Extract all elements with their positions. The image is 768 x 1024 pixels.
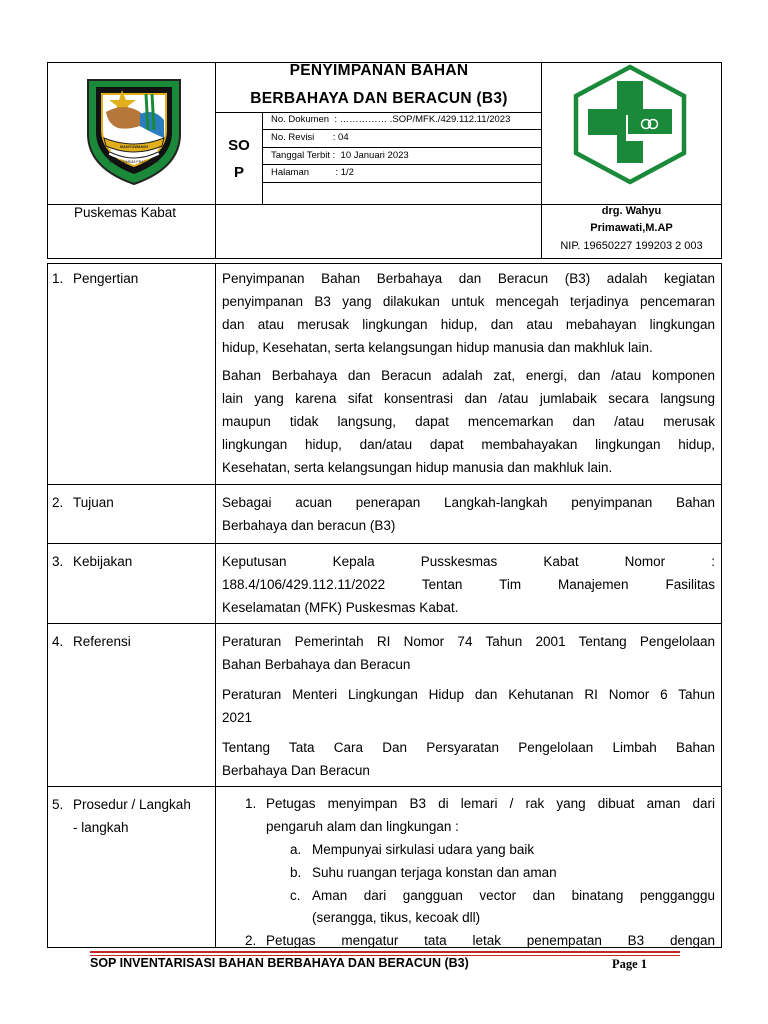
organization-name: Puskemas Kabat [74, 205, 177, 220]
procedure-item-1-line2: pengaruh alam dan lingkungan : [266, 819, 459, 834]
procedure-subitem-a-text: Mempunyai sirkulasi udara yang baik [312, 842, 535, 857]
section-4-p3-line2: Berbahaya Dan Beracun [222, 763, 370, 778]
section-3-number: 3. [52, 554, 64, 569]
section-4-p2-line1: Peraturan Menteri Lingkungan Hidup dan Kehutanan RI Nomor 6 Tahun [222, 687, 715, 702]
procedure-subitem-b-text: Suhu ruangan terjaga konstan dan aman [312, 865, 557, 880]
logo-motto-text: SATYA DHARMA PRAJA MUKTI [108, 160, 160, 164]
signer-name-line2: Primawati,M.AP [590, 222, 673, 234]
section-3-label: Kebijakan [73, 554, 133, 569]
section-2-line2: Berbahaya dan beracun (B3) [222, 518, 396, 533]
section-1-p2-line2: lain yang karena sifat konsentrasi dan /atau jumlabaik secara langsung [222, 391, 715, 406]
section-5-number: 5. [52, 797, 64, 812]
section-4-number: 4. [52, 634, 64, 649]
procedure-subitem-c-letter: c. [290, 888, 301, 903]
section-1-number: 1. [52, 271, 64, 286]
regency-logo [84, 72, 184, 186]
signer-name-line1: drg. Wahyu [601, 205, 662, 217]
procedure-item-1-number: 1. [245, 796, 257, 811]
section-3-line1: Keputusan Kepala Pusskesmas Kabat Nomor : [222, 554, 715, 569]
section-2-label: Tujuan [73, 495, 114, 510]
section-3-line2: 188.4/106/429.112.11/2022 Tentan Tim Manajemen Fasilitas [222, 577, 715, 592]
sop-label-bottom: P [233, 164, 244, 181]
section-4-p1-line2: Bahan Berbahaya dan Beracun [222, 657, 411, 672]
logo-ribbon-text: BANYUWANGI [120, 144, 148, 149]
section-1-p1-line3: dan atau merusak lingkungan hidup, dan atau mebahayan lingkungan [222, 317, 715, 332]
meta-issue-date: Tanggal Terbit : 10 Januari 2023 [271, 150, 409, 161]
section-1-p1-line2: penyimpanan B3 yang dilakukan untuk mencegah terjadinya pencemaran [222, 294, 715, 309]
section-1-p2-line3: maupun tidak langsung, dapat mencemarkan dan /atau merusak [222, 414, 715, 429]
meta-revision: No. Revisi : 04 [271, 132, 349, 143]
sop-label-top: SO [228, 137, 250, 154]
section-1-p2-line5: Kesehatan, serta kelangsungan hidup manusia dan makhluk lain. [222, 460, 613, 475]
document-title-line1: PENYIMPANAN BAHAN [289, 62, 469, 79]
section-1-p2-line4: lingkungan hidup, dan/atau dapat membahayakan lingkungan hidup, [222, 437, 715, 452]
section-1-label: Pengertian [73, 271, 139, 286]
puskesmas-logo [569, 63, 691, 185]
meta-document-number: No. Dokumen : …………… .SOP/MFK./429.112.11/2023 [271, 114, 511, 125]
procedure-subitem-b-letter: b. [290, 865, 302, 880]
regency-crest-icon [84, 72, 184, 186]
section-1-p1-line4: hidup, Kesehatan, serta kelangsungan hidup manusia dan makhluk lain. [222, 340, 653, 355]
footer-page-label: Page 1 [612, 957, 648, 971]
section-4-p1-line1: Peraturan Pemerintah RI Nomor 74 Tahun 2001 Tentang Pengelolaan [222, 634, 715, 649]
footer-divider-thick [90, 951, 680, 953]
section-2-number: 2. [52, 495, 64, 510]
section-4-p2-line2: 2021 [222, 710, 253, 725]
section-5-label-line2: - langkah [73, 820, 129, 835]
procedure-item-2-number: 2. [245, 933, 257, 948]
section-3-line3: Keselamatan (MFK) Puskesmas Kabat. [222, 600, 459, 615]
section-1-p1-line1: Penyimpanan Bahan Berbahaya dan Beracun (B3) adalah kegiatan [222, 271, 715, 286]
section-2-line1: Sebagai acuan penerapan Langkah-langkah penyimpanan Bahan [222, 495, 715, 510]
signer-nip: NIP. 19650227 199203 2 003 [560, 240, 703, 252]
procedure-item-2-line1: Petugas mengatur tata letak penempatan B3 dengan [266, 933, 715, 948]
procedure-subitem-c-text-line2: (serangga, tikus, kecoak dll) [312, 910, 481, 925]
procedure-subitem-c-text: Aman dari gangguan vector dan binatang pengganggu [312, 888, 715, 903]
document-title-line2: BERBAHAYA DAN BERACUN (B3) [250, 90, 508, 107]
health-cross-icon [569, 63, 691, 185]
procedure-item-1-line1: Petugas menyimpan B3 di lemari / rak yang dibuat aman dari [266, 796, 715, 811]
section-4-label: Referensi [73, 634, 131, 649]
section-5-label-line1: Prosedur / Langkah [73, 797, 191, 812]
section-1-p2-line1: Bahan Berbahaya dan Beracun adalah zat, energi, dan /atau komponen [222, 368, 715, 383]
procedure-subitem-a-letter: a. [290, 842, 302, 857]
section-4-p3-line1: Tentang Tata Cara Dan Persyaratan Pengelolaan Limbah Bahan [222, 740, 715, 755]
footer-title: SOP INVENTARISASI BAHAN BERBAHAYA DAN BERACUN (B3) [90, 956, 469, 970]
meta-page: Halaman : 1/2 [271, 167, 354, 178]
